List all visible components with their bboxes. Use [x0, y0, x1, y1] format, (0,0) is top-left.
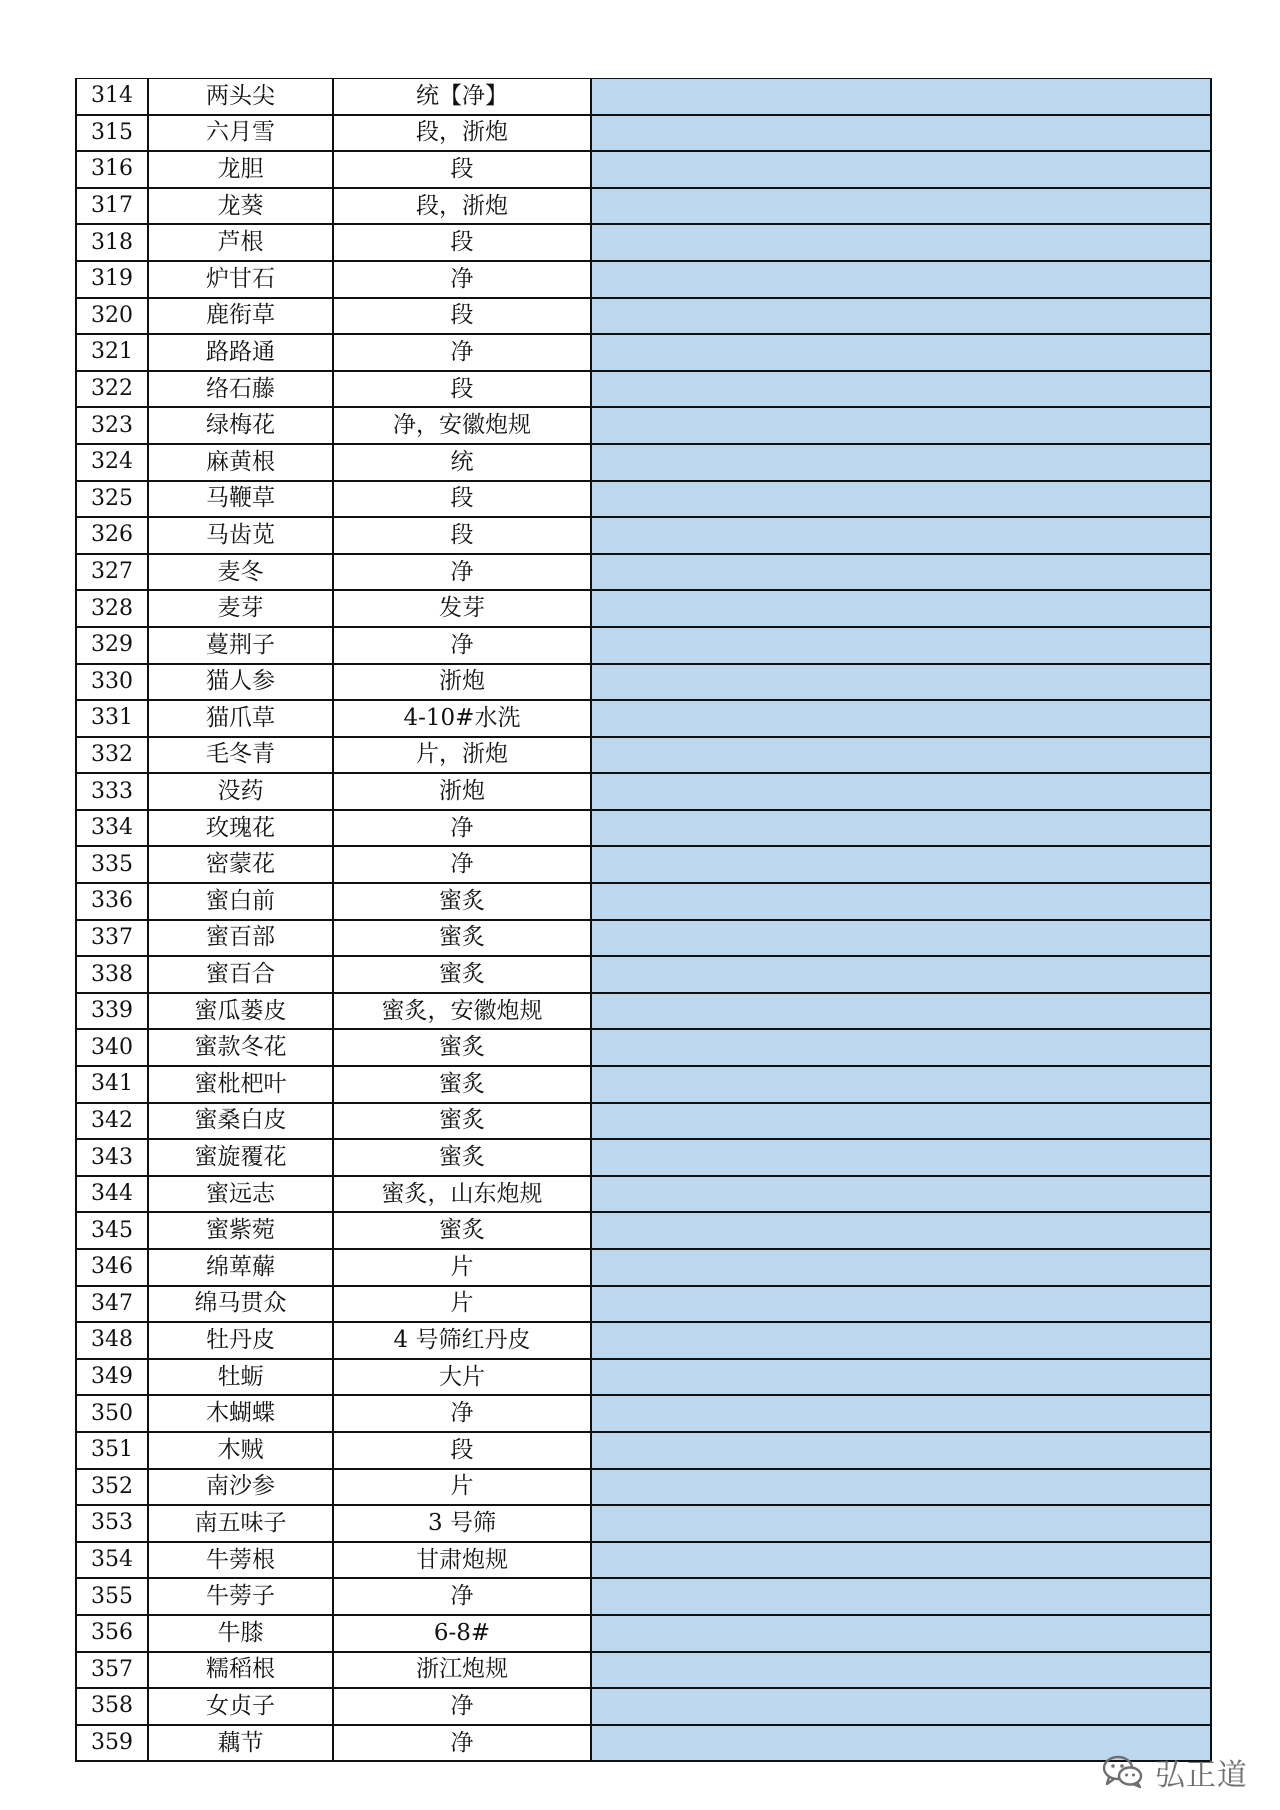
herb-name-cell: 猫人参 — [148, 664, 333, 701]
table-row — [76, 371, 1211, 408]
herb-name-cell: 密蒙花 — [148, 846, 333, 883]
herb-name-cell: 络石藤 — [148, 371, 333, 408]
table-row — [76, 1469, 1211, 1506]
table-row — [76, 79, 1211, 115]
row-number-cell: 358 — [76, 1688, 148, 1725]
herb-name-cell: 没药 — [148, 773, 333, 810]
herb-name-cell: 绵马贯众 — [148, 1286, 333, 1323]
processing-spec-cell: 浙炮 — [333, 773, 591, 810]
row-number-cell: 319 — [76, 261, 148, 298]
blank-cell — [591, 188, 1211, 225]
blank-cell — [591, 334, 1211, 371]
herb-name-cell: 蜜百部 — [148, 920, 333, 957]
processing-spec-cell: 段 — [333, 517, 591, 554]
blank-cell — [591, 1066, 1211, 1103]
table-row — [76, 956, 1211, 993]
row-number-cell: 331 — [76, 700, 148, 737]
blank-cell — [591, 737, 1211, 774]
row-number-cell: 351 — [76, 1432, 148, 1469]
blank-cell — [591, 554, 1211, 591]
blank-cell — [591, 664, 1211, 701]
herb-name-cell: 蜜百合 — [148, 956, 333, 993]
herb-name-cell: 蜜远志 — [148, 1176, 333, 1213]
herb-name-cell: 蜜枇杷叶 — [148, 1066, 333, 1103]
row-number-cell: 322 — [76, 371, 148, 408]
table-row — [76, 1176, 1211, 1213]
processing-spec-cell: 净 — [333, 261, 591, 298]
processing-spec-cell: 蜜炙 — [333, 1029, 591, 1066]
processing-spec-cell: 大片 — [333, 1359, 591, 1396]
row-number-cell: 343 — [76, 1139, 148, 1176]
processing-spec-cell: 片 — [333, 1469, 591, 1506]
processing-spec-cell: 净 — [333, 1688, 591, 1725]
herb-name-cell: 蜜旋覆花 — [148, 1139, 333, 1176]
table-row — [76, 1688, 1211, 1725]
table-row — [76, 1578, 1211, 1615]
herb-table — [75, 78, 1212, 1762]
row-number-cell: 321 — [76, 334, 148, 371]
row-number-cell: 329 — [76, 627, 148, 664]
processing-spec-cell: 3 号筛 — [333, 1505, 591, 1542]
processing-spec-cell: 浙江炮规 — [333, 1652, 591, 1689]
processing-spec-cell: 段 — [333, 224, 591, 261]
herb-name-cell: 六月雪 — [148, 115, 333, 152]
row-number-cell: 330 — [76, 664, 148, 701]
table-row — [76, 1505, 1211, 1542]
row-number-cell: 341 — [76, 1066, 148, 1103]
herb-name-cell: 木蝴蝶 — [148, 1395, 333, 1432]
blank-cell — [591, 1029, 1211, 1066]
blank-cell — [591, 590, 1211, 627]
table-row — [76, 1615, 1211, 1652]
blank-cell — [591, 298, 1211, 335]
processing-spec-cell: 统 — [333, 444, 591, 481]
herb-name-cell: 南沙参 — [148, 1469, 333, 1506]
blank-cell — [591, 1286, 1211, 1323]
herb-name-cell: 两头尖 — [148, 79, 333, 115]
blank-cell — [591, 1652, 1211, 1689]
row-number-cell: 320 — [76, 298, 148, 335]
table-row — [76, 1725, 1211, 1762]
herb-name-cell: 麦冬 — [148, 554, 333, 591]
herb-name-cell: 绿梅花 — [148, 407, 333, 444]
processing-spec-cell: 净 — [333, 1578, 591, 1615]
blank-cell — [591, 1578, 1211, 1615]
blank-cell — [591, 1212, 1211, 1249]
blank-cell — [591, 1103, 1211, 1140]
herb-name-cell: 麻黄根 — [148, 444, 333, 481]
herb-name-cell: 蜜白前 — [148, 883, 333, 920]
blank-cell — [591, 956, 1211, 993]
processing-spec-cell: 蜜炙 — [333, 1212, 591, 1249]
blank-cell — [591, 444, 1211, 481]
table-row — [76, 298, 1211, 335]
processing-spec-cell: 段，浙炮 — [333, 115, 591, 152]
herb-name-cell: 糯稻根 — [148, 1652, 333, 1689]
processing-spec-cell: 蜜炙，安徽炮规 — [333, 993, 591, 1030]
row-number-cell: 335 — [76, 846, 148, 883]
table-row — [76, 1359, 1211, 1396]
table-row — [76, 444, 1211, 481]
blank-cell — [591, 1688, 1211, 1725]
row-number-cell: 352 — [76, 1469, 148, 1506]
blank-cell — [591, 1249, 1211, 1286]
row-number-cell: 346 — [76, 1249, 148, 1286]
table-row — [76, 700, 1211, 737]
table-row — [76, 1249, 1211, 1286]
herb-name-cell: 芦根 — [148, 224, 333, 261]
table-row — [76, 883, 1211, 920]
row-number-cell: 334 — [76, 810, 148, 847]
herb-name-cell: 龙葵 — [148, 188, 333, 225]
blank-cell — [591, 700, 1211, 737]
blank-cell — [591, 224, 1211, 261]
row-number-cell: 345 — [76, 1212, 148, 1249]
watermark-text: 弘正道 — [1155, 1758, 1248, 1793]
processing-spec-cell: 片 — [333, 1249, 591, 1286]
row-number-cell: 326 — [76, 517, 148, 554]
processing-spec-cell: 净 — [333, 554, 591, 591]
processing-spec-cell: 段 — [333, 1432, 591, 1469]
processing-spec-cell: 净 — [333, 810, 591, 847]
table-row — [76, 261, 1211, 298]
table-row — [76, 1066, 1211, 1103]
blank-cell — [591, 481, 1211, 518]
blank-cell — [591, 1505, 1211, 1542]
processing-spec-cell: 6-8# — [333, 1615, 591, 1652]
herb-name-cell: 牛膝 — [148, 1615, 333, 1652]
row-number-cell: 337 — [76, 920, 148, 957]
processing-spec-cell: 甘肃炮规 — [333, 1542, 591, 1579]
blank-cell — [591, 920, 1211, 957]
processing-spec-cell: 浙炮 — [333, 664, 591, 701]
processing-spec-cell: 蜜炙 — [333, 883, 591, 920]
row-number-cell: 347 — [76, 1286, 148, 1323]
row-number-cell: 336 — [76, 883, 148, 920]
row-number-cell: 328 — [76, 590, 148, 627]
blank-cell — [591, 407, 1211, 444]
row-number-cell: 314 — [76, 79, 148, 115]
blank-cell — [591, 1359, 1211, 1396]
herb-name-cell: 马齿苋 — [148, 517, 333, 554]
herb-name-cell: 女贞子 — [148, 1688, 333, 1725]
row-number-cell: 338 — [76, 956, 148, 993]
herb-name-cell: 蔓荆子 — [148, 627, 333, 664]
herb-name-cell: 牛蒡子 — [148, 1578, 333, 1615]
herb-name-cell: 绵萆薢 — [148, 1249, 333, 1286]
blank-cell — [591, 261, 1211, 298]
processing-spec-cell: 统【净】 — [333, 79, 591, 115]
table-row — [76, 115, 1211, 152]
blank-cell — [591, 846, 1211, 883]
processing-spec-cell: 蜜炙，山东炮规 — [333, 1176, 591, 1213]
row-number-cell: 332 — [76, 737, 148, 774]
table-row — [76, 481, 1211, 518]
herb-name-cell: 马鞭草 — [148, 481, 333, 518]
herb-name-cell: 毛冬青 — [148, 737, 333, 774]
row-number-cell: 355 — [76, 1578, 148, 1615]
table-row — [76, 627, 1211, 664]
table-row — [76, 993, 1211, 1030]
herb-name-cell: 蜜款冬花 — [148, 1029, 333, 1066]
blank-cell — [591, 627, 1211, 664]
row-number-cell: 333 — [76, 773, 148, 810]
blank-cell — [591, 517, 1211, 554]
table-row — [76, 334, 1211, 371]
table-row — [76, 1103, 1211, 1140]
herb-name-cell: 南五味子 — [148, 1505, 333, 1542]
blank-cell — [591, 1542, 1211, 1579]
processing-spec-cell: 段 — [333, 481, 591, 518]
blank-cell — [591, 79, 1211, 115]
processing-spec-cell: 段 — [333, 151, 591, 188]
herb-name-cell: 蜜桑白皮 — [148, 1103, 333, 1140]
herb-name-cell: 蜜紫菀 — [148, 1212, 333, 1249]
table-row — [76, 1652, 1211, 1689]
row-number-cell: 344 — [76, 1176, 148, 1213]
herb-name-cell: 蜜瓜蒌皮 — [148, 993, 333, 1030]
herb-name-cell: 龙胆 — [148, 151, 333, 188]
row-number-cell: 317 — [76, 188, 148, 225]
table-row — [76, 737, 1211, 774]
processing-spec-cell: 蜜炙 — [333, 1103, 591, 1140]
processing-spec-cell: 净 — [333, 1395, 591, 1432]
processing-spec-cell: 片 — [333, 1286, 591, 1323]
table-row — [76, 151, 1211, 188]
herb-name-cell: 玫瑰花 — [148, 810, 333, 847]
herb-name-cell: 牡丹皮 — [148, 1322, 333, 1359]
processing-spec-cell: 段 — [333, 371, 591, 408]
blank-cell — [591, 1432, 1211, 1469]
blank-cell — [591, 371, 1211, 408]
row-number-cell: 357 — [76, 1652, 148, 1689]
row-number-cell: 323 — [76, 407, 148, 444]
table-row — [76, 773, 1211, 810]
table-row — [76, 920, 1211, 957]
row-number-cell: 318 — [76, 224, 148, 261]
processing-spec-cell: 段 — [333, 298, 591, 335]
blank-cell — [591, 115, 1211, 152]
blank-cell — [591, 773, 1211, 810]
blank-cell — [591, 151, 1211, 188]
table-row — [76, 1395, 1211, 1432]
blank-cell — [591, 1615, 1211, 1652]
processing-spec-cell: 蜜炙 — [333, 956, 591, 993]
table-row — [76, 1286, 1211, 1323]
herb-table-body — [76, 79, 1211, 1762]
row-number-cell: 340 — [76, 1029, 148, 1066]
processing-spec-cell: 净 — [333, 627, 591, 664]
table-row — [76, 1432, 1211, 1469]
table-row — [76, 810, 1211, 847]
wechat-icon — [1101, 1754, 1145, 1790]
blank-cell — [591, 810, 1211, 847]
table-row — [76, 1029, 1211, 1066]
row-number-cell: 353 — [76, 1505, 148, 1542]
processing-spec-cell: 4 号筛红丹皮 — [333, 1322, 591, 1359]
row-number-cell: 350 — [76, 1395, 148, 1432]
blank-cell — [591, 1469, 1211, 1506]
row-number-cell: 342 — [76, 1103, 148, 1140]
processing-spec-cell: 净 — [333, 1725, 591, 1762]
herb-name-cell: 牛蒡根 — [148, 1542, 333, 1579]
row-number-cell: 359 — [76, 1725, 148, 1762]
processing-spec-cell: 发芽 — [333, 590, 591, 627]
herb-name-cell: 藕节 — [148, 1725, 333, 1762]
row-number-cell: 356 — [76, 1615, 148, 1652]
table-row — [76, 1542, 1211, 1579]
table-row — [76, 664, 1211, 701]
table-row — [76, 517, 1211, 554]
processing-spec-cell: 片，浙炮 — [333, 737, 591, 774]
blank-cell — [591, 1395, 1211, 1432]
table-row — [76, 590, 1211, 627]
herb-name-cell: 猫爪草 — [148, 700, 333, 737]
table-row — [76, 407, 1211, 444]
herb-name-cell: 牡蛎 — [148, 1359, 333, 1396]
processing-spec-cell: 净 — [333, 846, 591, 883]
blank-cell — [591, 993, 1211, 1030]
watermark — [1101, 1752, 1248, 1792]
processing-spec-cell: 蜜炙 — [333, 1139, 591, 1176]
table-row — [76, 1212, 1211, 1249]
table-row — [76, 1322, 1211, 1359]
blank-cell — [591, 1139, 1211, 1176]
processing-spec-cell: 段，浙炮 — [333, 188, 591, 225]
herb-name-cell: 路路通 — [148, 334, 333, 371]
processing-spec-cell: 蜜炙 — [333, 920, 591, 957]
row-number-cell: 315 — [76, 115, 148, 152]
table-row — [76, 224, 1211, 261]
processing-spec-cell: 4-10#水洗 — [333, 700, 591, 737]
row-number-cell: 349 — [76, 1359, 148, 1396]
row-number-cell: 348 — [76, 1322, 148, 1359]
blank-cell — [591, 1322, 1211, 1359]
table-row — [76, 1139, 1211, 1176]
processing-spec-cell: 蜜炙 — [333, 1066, 591, 1103]
row-number-cell: 327 — [76, 554, 148, 591]
row-number-cell: 339 — [76, 993, 148, 1030]
table-row — [76, 188, 1211, 225]
row-number-cell: 316 — [76, 151, 148, 188]
row-number-cell: 324 — [76, 444, 148, 481]
blank-cell — [591, 883, 1211, 920]
processing-spec-cell: 净 — [333, 334, 591, 371]
blank-cell — [591, 1176, 1211, 1213]
herb-name-cell: 炉甘石 — [148, 261, 333, 298]
herb-name-cell: 鹿衔草 — [148, 298, 333, 335]
table-row — [76, 554, 1211, 591]
processing-spec-cell: 净，安徽炮规 — [333, 407, 591, 444]
herb-name-cell: 木贼 — [148, 1432, 333, 1469]
row-number-cell: 325 — [76, 481, 148, 518]
table-row — [76, 846, 1211, 883]
herb-name-cell: 麦芽 — [148, 590, 333, 627]
row-number-cell: 354 — [76, 1542, 148, 1579]
